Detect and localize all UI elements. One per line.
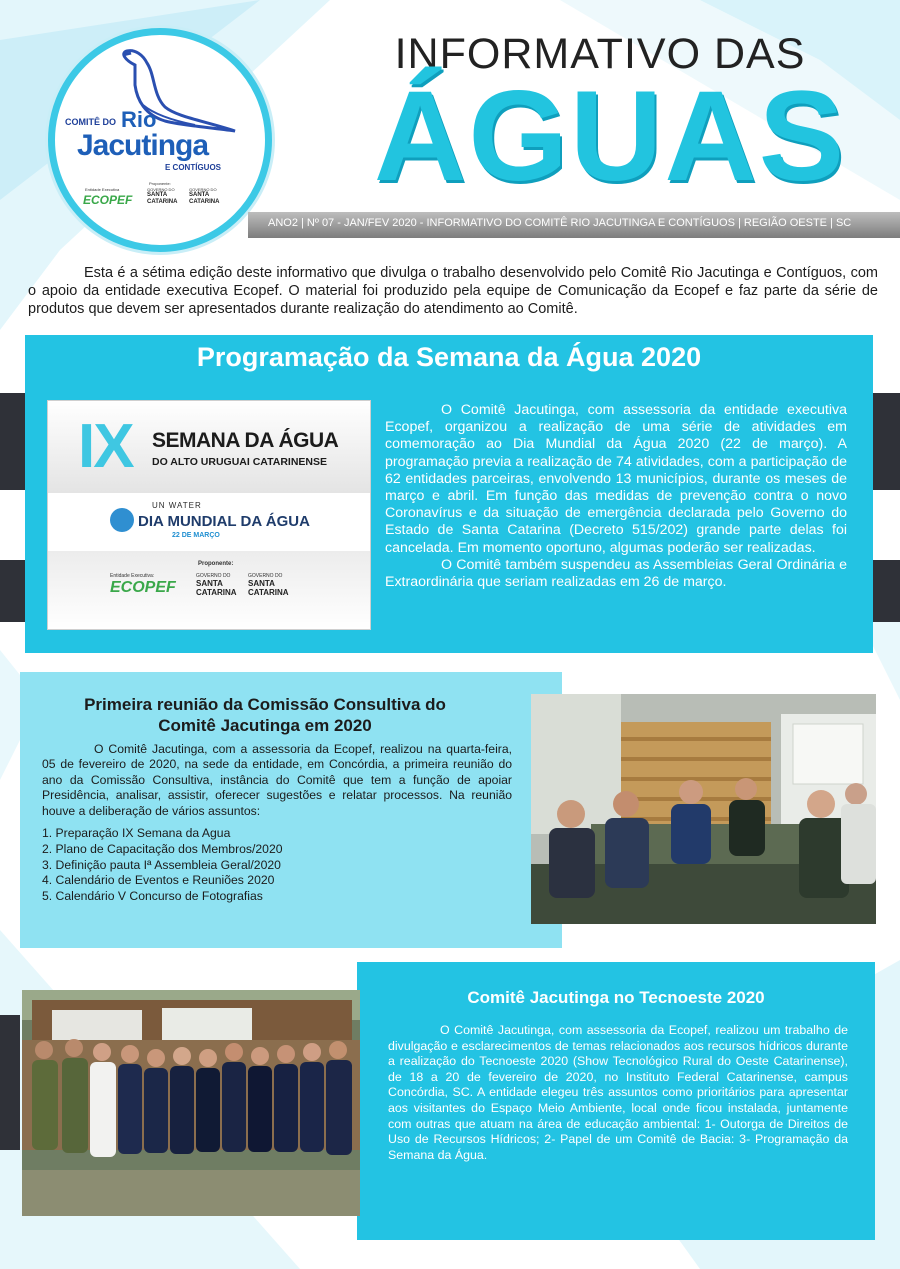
section-semana-agua-text bbox=[385, 402, 847, 591]
logo-rio: Rio bbox=[121, 107, 157, 132]
bird-icon bbox=[95, 45, 245, 140]
side-bar-right-1 bbox=[873, 393, 900, 490]
poster-sc-name-2: SANTA CATARINA bbox=[248, 579, 289, 597]
group-photo-illustration bbox=[22, 990, 360, 1216]
list-item: 1. Preparação IX Semana da Agua bbox=[42, 826, 231, 840]
poster-un-water: UN WATER bbox=[152, 501, 202, 510]
committee-logo bbox=[48, 28, 272, 252]
poster-ecopef: ECOPEF bbox=[110, 579, 176, 596]
intro-paragraph: Esta é a sétima edição deste informativo que divulga o trabalho desenvolvido pelo Comitê Rio Jacutinga e Contíguos, com o apoio da entidade executiva Ecopef. O material foi produzido pela equipe de Comunicação da Ecopef e faz parte da série de produtos que devem ser apresentados durante realização do atendimento ao Comitê. bbox=[28, 265, 878, 317]
comissao-paragraph: O Comitê Jacutinga, com a assessoria da Ecopef, realizou na quarta-feira, 05 de fevereiro de 2020, na sede da entidade, em Concórdia, a primeira reunião do ano da Comissão Consultiva, instância do Comitê que tem a função de apoiar Presidência, analisar, assistir, oferecer sugestões e relatar processos. Na reunião houve a deliberação de vários assuntos: bbox=[42, 742, 512, 818]
sc-name-2: SANTA CATARINA bbox=[189, 192, 220, 205]
section-tecnoeste-text bbox=[388, 1023, 848, 1163]
list-item: 3. Definição pauta Iª Assembleia Geral/2020 bbox=[42, 857, 281, 872]
poster-data: 22 DE MARÇO bbox=[172, 532, 220, 539]
semana-agua-paragraph-1: O Comitê Jacutinga, com assessoria da entidade executiva Ecopef, organizou a realização de uma série de atividades em comemoração ao Dia Mundial da Água 2020 (22 de março). A programação previa a realização de 74 atividades, com a participação de 62 entidades parceiras, envolvendo 13 municípios, durante os meses de março e abril. Em função das medidas de prevenção contra o novo Coronavírus e da situação de emergência declarada pelo Governo do Estado de Santa Catarina (Decreto 515/202) grande parte delas foi cancelada. Em momento oportuno, algumas poderão ser realizadas. bbox=[385, 402, 847, 556]
poster-roman-numeral: IX bbox=[78, 412, 133, 481]
globe-icon bbox=[110, 508, 134, 532]
title-aguas: ÁGUAS bbox=[373, 65, 847, 208]
semana-agua-poster bbox=[47, 400, 371, 630]
poster-alto-uruguai: DO ALTO URUGUAI CATARINENSE bbox=[152, 456, 327, 468]
poster-dia-mundial: DIA MUNDIAL DA ÁGUA bbox=[138, 513, 310, 530]
poster-entidade-label: Entidade Executiva: bbox=[110, 573, 155, 579]
poster-sc-logo-1 bbox=[196, 573, 236, 597]
agenda-list bbox=[42, 826, 442, 905]
section-comissao-title bbox=[20, 694, 510, 736]
poster-sc-logo-2 bbox=[248, 573, 288, 597]
sc-gov-label: GOVERNO DO bbox=[147, 187, 175, 192]
list-item: 2. Plano de Capacitação dos Membros/2020 bbox=[42, 841, 283, 856]
logo-e-contiguos: E CONTÍGUOS bbox=[165, 163, 222, 172]
logo-proponente-label: Proponente: bbox=[149, 181, 171, 186]
section-comissao-title-line1: Primeira reunião da Comissão Consultiva do bbox=[84, 695, 446, 714]
logo-ecopef: ECOPEF bbox=[83, 193, 133, 207]
section-tecnoeste-title: Comitê Jacutinga no Tecnoeste 2020 bbox=[467, 988, 765, 1007]
sc-government-logo-1 bbox=[147, 187, 187, 206]
meeting-photo-illustration bbox=[531, 694, 876, 924]
side-bar-left-3 bbox=[0, 1015, 20, 1150]
poster-sc-name-1: SANTA CATARINA bbox=[196, 579, 237, 597]
title-informativo: INFORMATIVO DAS bbox=[394, 30, 806, 78]
list-item: 5. Calendário V Concurso de Fotografias bbox=[42, 889, 263, 904]
poster-semana-title: SEMANA DA ÁGUA bbox=[152, 429, 339, 452]
section-comissao-text bbox=[42, 742, 512, 819]
section-semana-agua-title: Programação da Semana da Água 2020 bbox=[196, 342, 702, 372]
logo-entidade-label: Entidade Executiva bbox=[85, 187, 120, 192]
tecnoeste-group-photo bbox=[22, 990, 360, 1216]
side-bar-right-2 bbox=[873, 560, 900, 622]
sc-gov-label-2: GOVERNO DO bbox=[189, 187, 217, 192]
logo-comite-do: COMITÊ DO bbox=[65, 117, 116, 127]
section-comissao-title-line2: Comitê Jacutinga em 2020 bbox=[158, 716, 372, 735]
logo-jacutinga: Jacutinga bbox=[77, 129, 209, 162]
side-bar-left-2 bbox=[0, 560, 25, 622]
edition-banner-text: ANO2 | Nº 07 - JAN/FEV 2020 - INFORMATIVO DO COMITÊ RIO JACUTINGA E CONTÍGUOS | REGIÃO OESTE | SC bbox=[268, 217, 852, 229]
poster-sc-gov-1: GOVERNO DO bbox=[196, 573, 231, 579]
side-bar-left-1 bbox=[0, 393, 25, 490]
sc-government-logo-2 bbox=[189, 187, 229, 206]
list-item: 4. Calendário de Eventos e Reuniões 2020 bbox=[42, 873, 275, 888]
sc-name: SANTA CATARINA bbox=[147, 192, 178, 205]
poster-sc-gov-2: GOVERNO DO bbox=[248, 573, 283, 579]
tecnoeste-paragraph: O Comitê Jacutinga, com assessoria da Ecopef, realizou um trabalho de divulgação e esclarecimentos de temas relacionados aos recursos hídricos durante a realização do Tecnoeste 2020 (Show Tecnológico Rural do Oeste Catarinense), de 18 a 20 de fevereiro de 2020, no Instituto Federal Catarinense, campus Concórdia, SC. A entidade elegeu três assuntos como prioritários para apresentar aos visitantes do Espaço Meio Ambiente, local onde ficou instalada, juntamente com outras que atuam na área de educação ambiental: 1- Outorga de Direitos de Uso de Recursos Hídricos; 2- Papel de um Comitê de Bacia: 3- Programação da Semana da Água. bbox=[388, 1023, 848, 1162]
semana-agua-paragraph-2: O Comitê também suspendeu as Assembleias Geral Ordinária e Extraordinária que seriam realizadas em 26 de março. bbox=[385, 556, 847, 591]
meeting-photo bbox=[531, 694, 876, 924]
poster-proponente-label: Proponente: bbox=[198, 561, 234, 567]
